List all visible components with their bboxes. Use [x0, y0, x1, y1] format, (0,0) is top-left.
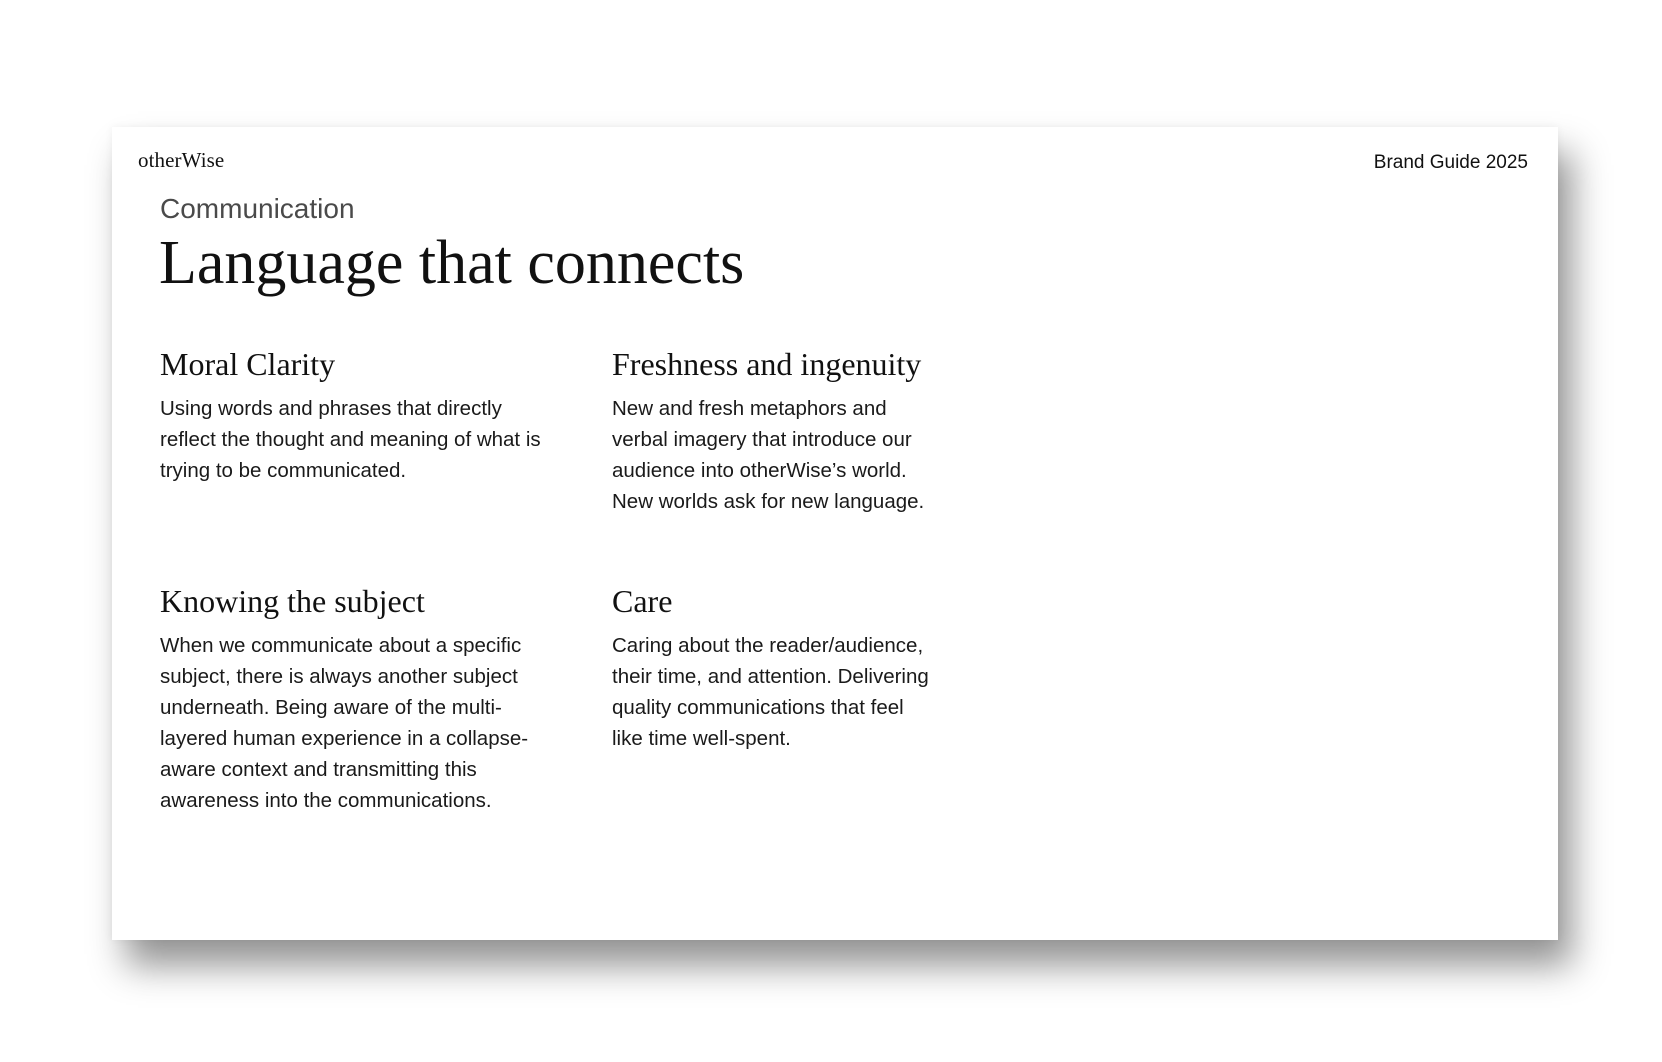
- principle-block: [160, 583, 550, 816]
- page-title: Language that connects: [159, 229, 745, 297]
- principle-block: [160, 346, 550, 486]
- principle-body: Using words and phrases that directly reflect the thought and meaning of what is trying to be communicated.: [160, 397, 541, 482]
- principle-heading: Care: [612, 583, 673, 619]
- principle-body: Caring about the reader/audience, their time, and attention. Delivering quality communications that feel like time well-spent.: [612, 634, 929, 750]
- principle-body: New and fresh metaphors and verbal imagery that introduce our audience into otherWise’s world. New worlds ask for new language.: [612, 397, 925, 513]
- guide-label: Brand Guide 2025: [1373, 152, 1528, 173]
- brand-logo: otherWise: [138, 148, 225, 172]
- principle-body: When we communicate about a specific subject, there is always another subject underneath. Being aware of the multi-layered human experience in a collapse-aware context and transmitting this awareness into the communications.: [160, 634, 529, 812]
- principle-heading: Freshness and ingenuity: [612, 346, 922, 382]
- principle-heading: Moral Clarity: [160, 346, 336, 382]
- principle-heading: Knowing the subject: [160, 583, 425, 619]
- principle-block: [612, 346, 932, 517]
- slide-page: [112, 127, 1558, 940]
- principle-block: [612, 583, 932, 754]
- section-label: Communication: [160, 193, 355, 224]
